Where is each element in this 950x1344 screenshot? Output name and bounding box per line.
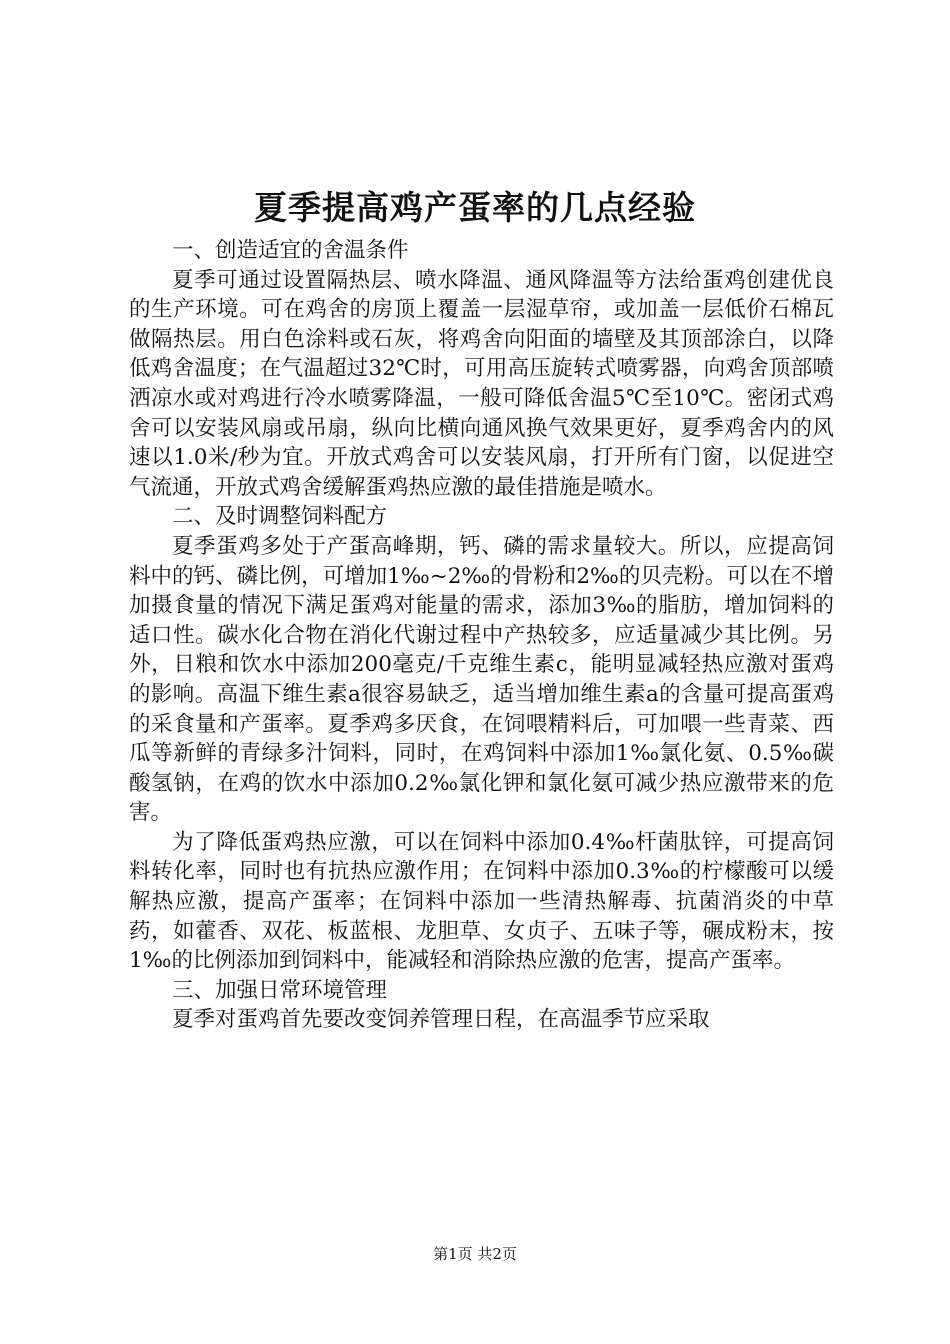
document-body [129, 236, 834, 1035]
document-title: 夏季提高鸡产蛋率的几点经验 [254, 188, 696, 227]
body-paragraph: 夏季可通过设置隔热层、喷水降温、通风降温等方法给蛋鸡创建优良的生产环境。可在鸡舍的房顶上覆盖一层湿草帘，或加盖一层低价石棉瓦做隔热层。用白色涂料或石灰，将鸡舍向阳面的墙壁及其顶部涂白，以降低鸡舍温度；在气温超过32℃时，可用高压旋转式喷雾器，向鸡舍顶部喷洒凉水或对鸡进行冷水喷雾降温，一般可降低舍温5℃至10℃。密闭式鸡舍可以安装风扇或吊扇，纵向比横向通风换气效果更好，夏季鸡舍内的风速以1.0米/秒为宜。开放式鸡舍可以安装风扇，打开所有门窗，以促进空气流通，开放式鸡舍缓解蛋鸡热应激的最佳措施是喷水。 [129, 267, 834, 500]
body-paragraph: 夏季对蛋鸡首先要改变饲养管理日程，在高温季节应采取 [172, 1007, 710, 1033]
body-paragraph: 为了降低蛋鸡热应激，可以在饲料中添加0.4‰杆菌肽锌，可提高饲料转化率，同时也有抗热应激作用；在饲料中添加0.3‰的柠檬酸可以缓解热应激，提高产蛋率；在饲料中添加一些清热解毒、抗菌消炎的中草药，如藿香、双花、板蓝根、龙胆草、女贞子、五味子等，碾成粉末，按1‰的比例添加到饲料中，能减轻和消除热应激的危害，提高产蛋率。 [129, 829, 834, 974]
page-footer: 第1页 共2页 [433, 1245, 517, 1263]
section-heading: 二、及时调整饲料配方 [172, 504, 388, 530]
section-heading: 三、加强日常环境管理 [172, 977, 388, 1003]
body-paragraph: 夏季蛋鸡多处于产蛋高峰期，钙、磷的需求量较大。所以，应提高饲料中的钙、磷比例，可增加1‰~2‰的骨粉和2‰的贝壳粉。可以在不增加摄食量的情况下满足蛋鸡对能量的需求，添加3‰的脂肪，增加饲料的适口性。碳水化合物在消化代谢过程中产热较多，应适量减少其比例。另外，日粮和饮水中添加200毫克/千克维生素c，能明显减轻热应激对蛋鸡的影响。高温下维生素a很容易缺乏，适当增加维生素a的含量可提高蛋鸡的采食量和产蛋率。夏季鸡多厌食，在饲喂精料后，可加喂一些青菜、西瓜等新鲜的青绿多汁饲料，同时，在鸡饲料中添加1‰氯化氨、0.5‰碳酸氢钠，在鸡的饮水中添加0.2‰氯化钾和氯化氨可减少热应激带来的危害。 [129, 533, 834, 826]
section-heading: 一、创造适宜的舍温条件 [172, 238, 409, 263]
